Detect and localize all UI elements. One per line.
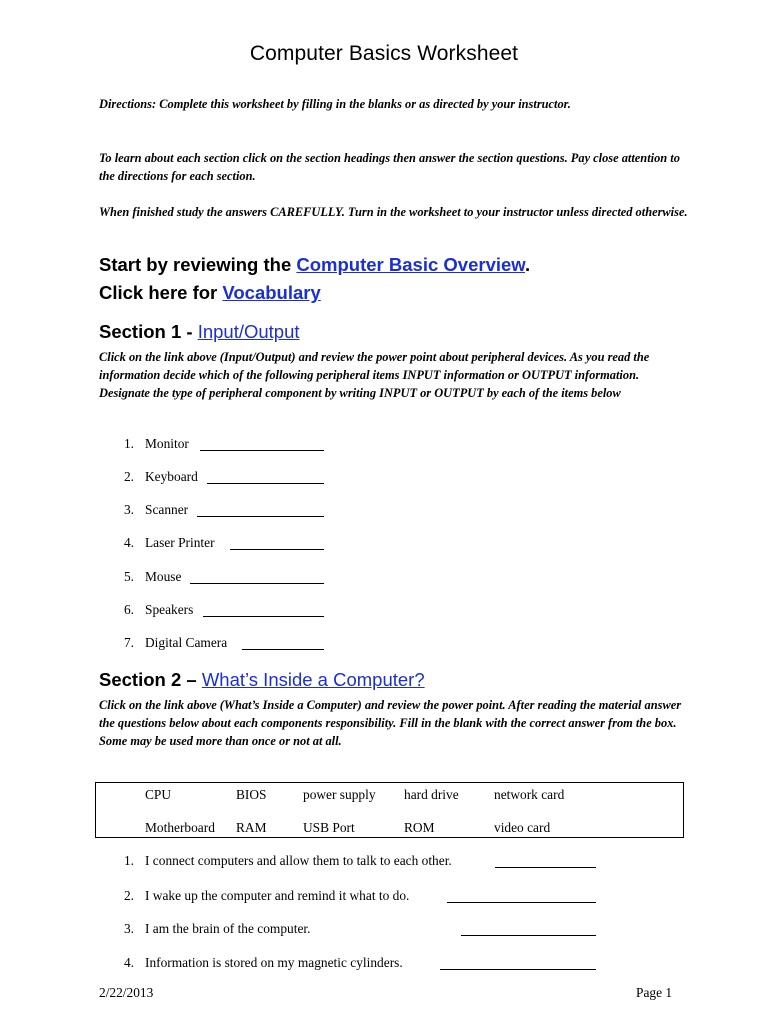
word-bank-box	[95, 782, 684, 838]
word-bank-term: RAM	[236, 820, 267, 835]
item-number: 7.	[123, 635, 134, 650]
question-text: Information is stored on my magnetic cylinders.	[145, 955, 403, 970]
word-bank-term: network card	[494, 787, 565, 802]
answer-blank[interactable]	[242, 637, 324, 650]
item-number: 1.	[123, 853, 134, 868]
answer-blank[interactable]	[203, 604, 324, 617]
finish-instructions-paragraph: When finished study the answers CAREFULLY. Turn in the worksheet to your instructor unless directed otherwise.	[99, 205, 688, 219]
answer-blank[interactable]	[197, 504, 324, 517]
question-text: I wake up the computer and remind it what to do.	[145, 888, 410, 903]
item-label: Scanner	[145, 502, 189, 517]
item-number: 6.	[123, 602, 134, 617]
answer-blank[interactable]	[461, 923, 596, 936]
word-bank-term: hard drive	[404, 787, 459, 802]
item-number: 4.	[123, 955, 134, 970]
section-1-prefix: Section 1 -	[99, 321, 198, 342]
computer-basic-overview-link[interactable]: Computer Basic Overview	[296, 254, 525, 275]
answer-blank[interactable]	[200, 438, 324, 451]
item-number: 3.	[123, 502, 134, 517]
item-number: 5.	[123, 569, 134, 584]
item-number: 3.	[123, 921, 134, 936]
item-label: Keyboard	[145, 469, 198, 484]
word-bank-term: USB Port	[303, 820, 355, 835]
lead-vocabulary-prefix: Click here for	[99, 282, 223, 303]
word-bank-term: Motherboard	[145, 820, 215, 835]
question-text: I am the brain of the computer.	[145, 921, 311, 936]
item-label: Monitor	[145, 436, 189, 451]
item-number: 1.	[123, 436, 134, 451]
answer-blank[interactable]	[495, 855, 596, 868]
vocabulary-link[interactable]: Vocabulary	[222, 282, 321, 303]
answer-blank[interactable]	[190, 571, 324, 584]
section-2-instructions: Click on the link above (What’s Inside a Computer) and review the power point. After reading the material answer the questions below about each components responsibility. Fill in the blank with the correct answer from the box. Some may be used more than once or not at all.	[99, 698, 682, 748]
lead-overview-suffix: .	[525, 254, 531, 275]
section-1-heading	[99, 321, 300, 343]
item-label: Laser Printer	[145, 535, 215, 550]
item-number: 2.	[123, 888, 134, 903]
section-2-heading	[99, 669, 425, 691]
answer-blank[interactable]	[447, 890, 596, 903]
answer-blank[interactable]	[440, 957, 596, 970]
page-title: Computer Basics Worksheet	[249, 42, 519, 65]
footer-date: 2/22/2013	[99, 985, 154, 1000]
question-text: I connect computers and allow them to talk to each other.	[145, 853, 452, 868]
word-bank-term: CPU	[145, 787, 172, 802]
lead-vocabulary	[99, 282, 321, 304]
item-label: Speakers	[145, 602, 194, 617]
item-number: 4.	[123, 535, 134, 550]
item-label: Digital Camera	[145, 635, 228, 650]
section-1-instructions: Click on the link above (Input/Output) and review the power point about peripheral devices. As you read the information decide which of the following peripheral items INPUT information or OUTPUT information. Designate the type of peripheral component by writing INPUT or OUTPUT by each of the items below	[99, 350, 650, 400]
section-instructions-paragraph: To learn about each section click on the section headings then answer the section questions. Pay close attention to the directions for each section.	[99, 151, 680, 183]
footer-page-number: Page 1	[636, 985, 673, 1000]
section-2-prefix: Section 2 –	[99, 669, 202, 690]
item-label: Mouse	[145, 569, 182, 584]
input-output-link[interactable]: Input/Output	[197, 321, 300, 342]
answer-blank[interactable]	[207, 471, 324, 484]
whats-inside-computer-link[interactable]: What’s Inside a Computer?	[201, 669, 425, 690]
answer-blank[interactable]	[230, 537, 324, 550]
word-bank-term: ROM	[404, 820, 435, 835]
word-bank-term: BIOS	[236, 787, 267, 802]
word-bank-term: video card	[494, 820, 551, 835]
lead-overview	[99, 254, 530, 276]
directions-paragraph: Directions: Complete this worksheet by filling in the blanks or as directed by your instructor.	[99, 97, 571, 111]
item-number: 2.	[123, 469, 134, 484]
word-bank-term: power supply	[303, 787, 376, 802]
lead-overview-prefix: Start by reviewing the	[99, 254, 297, 275]
